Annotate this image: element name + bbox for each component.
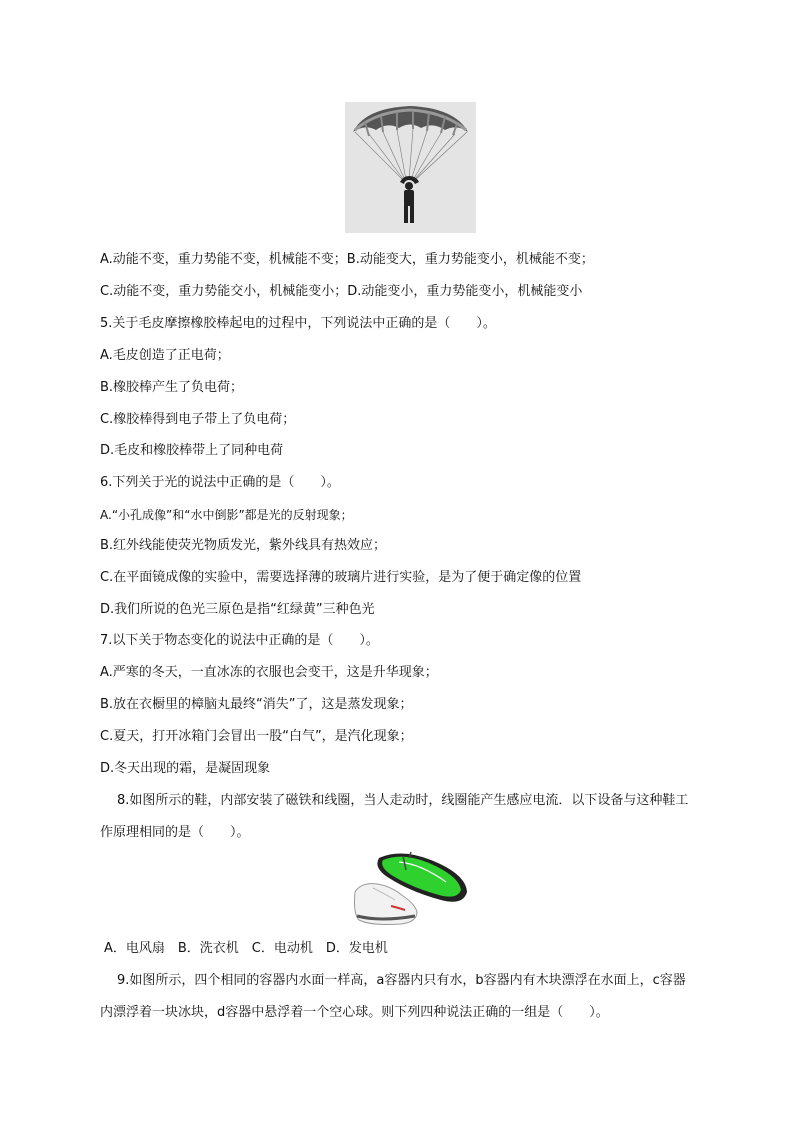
shoe-image	[351, 848, 472, 930]
q5-option-a: A.毛皮创造了正电荷；	[100, 348, 230, 363]
q6-stem: 6.下列关于光的说法中正确的是（ ）。	[100, 475, 340, 490]
q7-option-a: A.严寒的冬天，一直冰冻的衣服也会变干，这是升华现象；	[100, 665, 438, 680]
q6-option-a: A.“小孔成像”和“水中倒影”都是光的反射现象；	[100, 508, 353, 522]
q8-stem-line-1: 8.如图所示的鞋，内部安装了磁铁和线圈，当人走动时，线圈能产生感应电流．以下设备与这种鞋工	[117, 793, 689, 808]
q5-option-c: C.橡胶棒得到电子带上了负电荷；	[100, 412, 296, 427]
q6-option-d: D.我们所说的色光三原色是指“红绿黄”三种色光	[100, 602, 375, 617]
q4-option-line-1: A.动能不变，重力势能不变，机械能不变；B.动能变大，重力势能变小，机械能不变；	[100, 252, 594, 267]
q6-option-c: C.在平面镜成像的实验中，需要选择薄的玻璃片进行实验，是为了便于确定像的位置	[100, 570, 582, 585]
q5-option-d: D.毛皮和橡胶棒带上了同种电荷	[100, 443, 284, 458]
q5-stem: 5.关于毛皮摩擦橡胶棒起电的过程中，下列说法中正确的是（ ）。	[100, 316, 496, 331]
q7-option-c: C.夏天，打开冰箱门会冒出一股“白气”，是汽化现象；	[100, 729, 413, 744]
q7-stem: 7.以下关于物态变化的说法中正确的是（ ）。	[100, 633, 379, 648]
q9-stem-line-2: 内漂浮着一块冰块，d容器中悬浮着一个空心球。则下列四种说法正确的一组是（ ）。	[100, 1005, 609, 1020]
parachute-image	[345, 102, 476, 233]
q7-option-b: B.放在衣橱里的樟脑丸最终“消失”了，这是蒸发现象；	[100, 697, 413, 712]
q6-option-b: B.红外线能使荧光物质发光，紫外线具有热效应；	[100, 538, 387, 553]
q9-stem-line-1: 9.如图所示，四个相同的容器内水面一样高，a容器内只有水，b容器内有木块漂浮在水面上，c容器	[117, 973, 686, 988]
q8-options: A．电风扇 B．洗衣机 C．电动机 D．发电机	[104, 941, 388, 956]
q7-option-d: D.冬天出现的霜，是凝固现象	[100, 761, 271, 776]
q4-option-line-2: C.动能不变，重力势能交小，机械能变小；D.动能变小，重力势能变小，机械能变小	[100, 284, 583, 299]
q8-stem-line-2: 作原理相同的是（ ）。	[100, 825, 250, 840]
q5-option-b: B.橡胶棒产生了负电荷；	[100, 380, 244, 395]
